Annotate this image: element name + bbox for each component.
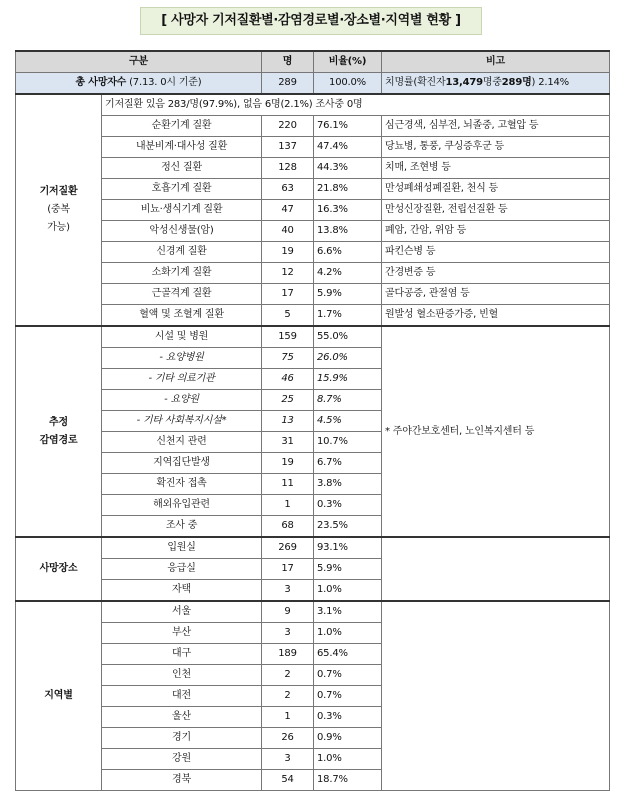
- disease-ratio: 1.7%: [314, 305, 382, 327]
- region-ratio: 65.4%: [314, 644, 382, 665]
- region-name: 서울: [102, 601, 262, 623]
- disease-name: 소화기계 질환: [102, 263, 262, 284]
- disease-count: 40: [262, 221, 314, 242]
- route-name: - 기타 의료기관: [102, 369, 262, 390]
- route-count: 13: [262, 411, 314, 432]
- underlying-group-title: 기저질환: [39, 186, 78, 197]
- region-count: 1: [262, 707, 314, 728]
- disease-count: 220: [262, 116, 314, 137]
- disease-name: 순환기계 질환: [102, 116, 262, 137]
- total-label-bold: 총 사망자수: [75, 77, 127, 88]
- region-row: [16, 601, 610, 623]
- region-name: 부산: [102, 623, 262, 644]
- route-name: - 요양원: [102, 390, 262, 411]
- place-count: 17: [262, 559, 314, 580]
- route-ratio: 0.3%: [314, 495, 382, 516]
- table-header-row: [16, 51, 610, 73]
- route-ratio: 6.7%: [314, 453, 382, 474]
- region-ratio: 18.7%: [314, 770, 382, 791]
- disease-note: 당뇨병, 통풍, 쿠싱증후군 등: [382, 137, 610, 158]
- disease-name: 혈액 및 조혈계 질환: [102, 305, 262, 327]
- total-row: [16, 73, 610, 95]
- place-ratio: 5.9%: [314, 559, 382, 580]
- route-row: [16, 326, 610, 348]
- region-name: 울산: [102, 707, 262, 728]
- fatality-prefix: 치명률(확진자: [385, 77, 446, 88]
- disease-count: 137: [262, 137, 314, 158]
- route-note: * 주야간보호센터, 노인복지센터 등: [382, 326, 610, 537]
- route-ratio: 15.9%: [314, 369, 382, 390]
- region-name: 강원: [102, 749, 262, 770]
- disease-count: 63: [262, 179, 314, 200]
- route-count: 11: [262, 474, 314, 495]
- disease-ratio: 44.3%: [314, 158, 382, 179]
- route-ratio: 4.5%: [314, 411, 382, 432]
- route-count: 159: [262, 326, 314, 348]
- region-remarks-empty: [382, 601, 610, 791]
- region-count: 26: [262, 728, 314, 749]
- route-count: 31: [262, 432, 314, 453]
- header-ratio: 비율(%): [314, 51, 382, 73]
- route-ratio: 55.0%: [314, 326, 382, 348]
- region-count: 2: [262, 686, 314, 707]
- page-title: [ 사망자 기저질환별·감염경로별·장소별·지역별 현황 ]: [140, 7, 482, 35]
- header-category: 구분: [16, 51, 262, 73]
- region-ratio: 0.9%: [314, 728, 382, 749]
- disease-ratio: 6.6%: [314, 242, 382, 263]
- region-ratio: 0.3%: [314, 707, 382, 728]
- route-count: 68: [262, 516, 314, 538]
- region-name: 대전: [102, 686, 262, 707]
- region-count: 9: [262, 601, 314, 623]
- header-remarks: 비고: [382, 51, 610, 73]
- place-group-label: 사망장소: [16, 537, 102, 601]
- disease-ratio: 47.4%: [314, 137, 382, 158]
- route-name: - 기타 사회복지시설*: [102, 411, 262, 432]
- route-count: 46: [262, 369, 314, 390]
- disease-ratio: 21.8%: [314, 179, 382, 200]
- region-name: 대구: [102, 644, 262, 665]
- place-name: 응급실: [102, 559, 262, 580]
- region-count: 54: [262, 770, 314, 791]
- disease-count: 128: [262, 158, 314, 179]
- underlying-group-sub: (중복 가능): [47, 204, 70, 233]
- total-ratio: 100.0%: [314, 73, 382, 95]
- disease-ratio: 5.9%: [314, 284, 382, 305]
- fatality-deaths: 289명: [501, 77, 532, 88]
- region-count: 3: [262, 623, 314, 644]
- region-ratio: 0.7%: [314, 686, 382, 707]
- region-name: 경북: [102, 770, 262, 791]
- disease-note: 치매, 조현병 등: [382, 158, 610, 179]
- region-ratio: 1.0%: [314, 623, 382, 644]
- fatality-mid: 명중: [482, 77, 502, 88]
- disease-ratio: 4.2%: [314, 263, 382, 284]
- route-name: 조사 중: [102, 516, 262, 538]
- route-ratio: 3.8%: [314, 474, 382, 495]
- underlying-row: [16, 158, 610, 179]
- total-label: [16, 73, 262, 95]
- underlying-row: [16, 116, 610, 137]
- disease-note: 폐암, 간암, 위암 등: [382, 221, 610, 242]
- fatality-suffix: ) 2.14%: [531, 77, 569, 88]
- place-remarks-empty: [382, 537, 610, 601]
- route-ratio: 23.5%: [314, 516, 382, 538]
- region-count: 2: [262, 665, 314, 686]
- route-name: 신천지 관련: [102, 432, 262, 453]
- underlying-row: [16, 305, 610, 327]
- route-ratio: 8.7%: [314, 390, 382, 411]
- underlying-row: [16, 263, 610, 284]
- disease-note: 간경변증 등: [382, 263, 610, 284]
- disease-count: 5: [262, 305, 314, 327]
- disease-ratio: 16.3%: [314, 200, 382, 221]
- route-group-label: 추정 감염경로: [16, 326, 102, 537]
- underlying-row: [16, 221, 610, 242]
- disease-note: 만성폐쇄성폐질환, 천식 등: [382, 179, 610, 200]
- region-count: 189: [262, 644, 314, 665]
- fatality-confirmed: 13,479: [445, 77, 483, 88]
- underlying-summary-row: [16, 94, 610, 116]
- underlying-row: [16, 242, 610, 263]
- underlying-row: [16, 137, 610, 158]
- route-count: 1: [262, 495, 314, 516]
- death-statistics-table: [15, 50, 610, 791]
- total-count: 289: [262, 73, 314, 95]
- region-name: 경기: [102, 728, 262, 749]
- place-count: 269: [262, 537, 314, 559]
- disease-note: 파킨슨병 등: [382, 242, 610, 263]
- route-ratio: 10.7%: [314, 432, 382, 453]
- place-name: 자택: [102, 580, 262, 602]
- disease-note: 원발성 혈소판증가증, 빈혈: [382, 305, 610, 327]
- place-name: 입원실: [102, 537, 262, 559]
- region-count: 3: [262, 749, 314, 770]
- place-ratio: 1.0%: [314, 580, 382, 602]
- route-name: 해외유입관련: [102, 495, 262, 516]
- total-label-suffix: (7.13. 0시 기준): [129, 77, 202, 88]
- disease-name: 정신 질환: [102, 158, 262, 179]
- disease-name: 신경계 질환: [102, 242, 262, 263]
- underlying-row: [16, 179, 610, 200]
- region-name: 인천: [102, 665, 262, 686]
- region-group-label: 지역별: [16, 601, 102, 791]
- underlying-summary: 기저질환 있음 283/명(97.9%), 없음 6명(2.1%) 조사중 0명: [102, 94, 610, 116]
- disease-name: 내분비계·대사성 질환: [102, 137, 262, 158]
- disease-count: 12: [262, 263, 314, 284]
- route-ratio: 26.0%: [314, 348, 382, 369]
- underlying-row: [16, 200, 610, 221]
- disease-note: 골다공증, 관절염 등: [382, 284, 610, 305]
- disease-note: 만성신장질환, 전립선질환 등: [382, 200, 610, 221]
- disease-count: 17: [262, 284, 314, 305]
- underlying-row: [16, 284, 610, 305]
- disease-ratio: 13.8%: [314, 221, 382, 242]
- route-name: 확진자 접촉: [102, 474, 262, 495]
- total-remark: [382, 73, 610, 95]
- route-count: 25: [262, 390, 314, 411]
- route-name: 지역집단발생: [102, 453, 262, 474]
- underlying-group-label: [16, 94, 102, 326]
- place-row: [16, 537, 610, 559]
- disease-name: 비뇨·생식기계 질환: [102, 200, 262, 221]
- disease-ratio: 76.1%: [314, 116, 382, 137]
- region-ratio: 0.7%: [314, 665, 382, 686]
- disease-name: 악성신생물(암): [102, 221, 262, 242]
- route-count: 75: [262, 348, 314, 369]
- place-ratio: 93.1%: [314, 537, 382, 559]
- region-ratio: 1.0%: [314, 749, 382, 770]
- route-name: 시설 및 병원: [102, 326, 262, 348]
- header-count: 명: [262, 51, 314, 73]
- route-count: 19: [262, 453, 314, 474]
- disease-name: 근골격계 질환: [102, 284, 262, 305]
- route-name: - 요양병원: [102, 348, 262, 369]
- region-ratio: 3.1%: [314, 601, 382, 623]
- disease-count: 47: [262, 200, 314, 221]
- disease-note: 심근경색, 심부전, 뇌졸중, 고혈압 등: [382, 116, 610, 137]
- disease-count: 19: [262, 242, 314, 263]
- disease-name: 호흡기계 질환: [102, 179, 262, 200]
- place-count: 3: [262, 580, 314, 602]
